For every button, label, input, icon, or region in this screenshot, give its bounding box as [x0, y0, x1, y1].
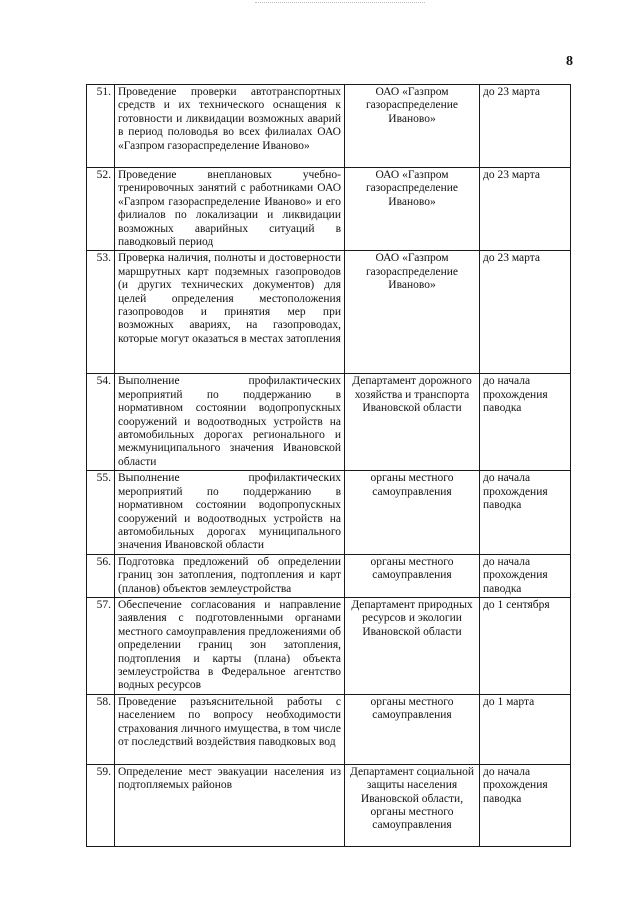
row-deadline: до 23 марта — [480, 168, 571, 251]
row-deadline: до 1 сентября — [480, 597, 571, 694]
row-number: 52. — [87, 168, 115, 251]
row-number: 51. — [87, 85, 115, 168]
row-number: 55. — [87, 471, 115, 554]
row-action: Выполнение профилактических мероприятий по поддержанию в нормативном состоянии водопропускных сооружений и водоотводных устройств на автомобильных дорогах муниципального значения Ивановской области — [115, 471, 345, 554]
table-row — [87, 251, 571, 374]
measures-table — [86, 84, 571, 847]
row-responsible: ОАО «Газпром газораспределение Иваново» — [345, 85, 480, 168]
table-row — [87, 554, 571, 597]
row-action: Проведение разъяснительной работы с населением по вопросу необходимости страхования личного имущества, в том числе от последствий воздействия паводковых вод — [115, 694, 345, 764]
page-number: 8 — [566, 54, 573, 69]
table-row — [87, 374, 571, 471]
row-action: Подготовка предложений об определении границ зон затопления, подтопления и карт (планов) объектов землеустройства — [115, 554, 345, 597]
row-deadline: до начала прохождения паводка — [480, 374, 571, 471]
row-deadline: до 23 марта — [480, 85, 571, 168]
row-action: Проведение внеплановых учебно-тренировочных занятий с работниками ОАО «Газпром газораспределение Иваново» и его филиалов по локализации и ликвидации возможных аварийных ситуаций в паводковый период — [115, 168, 345, 251]
table-row — [87, 597, 571, 694]
row-number: 53. — [87, 251, 115, 374]
row-action: Определение мест эвакуации населения из подтопляемых районов — [115, 764, 345, 846]
table-row — [87, 168, 571, 251]
row-number: 57. — [87, 597, 115, 694]
row-action: Проведение проверки автотранспортных средств и их технического оснащения к готовности и ликвидации возможных аварий в период половодья во всех филиалах ОАО «Газпром газораспределение Иваново» — [115, 85, 345, 168]
row-responsible: органы местного самоуправления — [345, 471, 480, 554]
row-action: Обеспечение согласования и направление заявления с подготовленными органами местного самоуправления предложениями об определении границ зон затопления, подтопления и карты (плана) объекта землеустройства в Федеральное агентство водных ресурсов — [115, 597, 345, 694]
table-row — [87, 694, 571, 764]
row-action: Выполнение профилактических мероприятий по поддержанию в нормативном состоянии водопропускных сооружений и водоотводных устройств на автомобильных дорогах регионального и межмуниципального значения Ивановской области — [115, 374, 345, 471]
table-row — [87, 764, 571, 846]
row-deadline: до начала прохождения паводка — [480, 471, 571, 554]
table-row — [87, 471, 571, 554]
row-number: 59. — [87, 764, 115, 846]
scan-artifact — [255, 2, 425, 7]
row-responsible: ОАО «Газпром газораспределение Иваново» — [345, 251, 480, 374]
row-responsible: Департамент дорожного хозяйства и транспорта Ивановской области — [345, 374, 480, 471]
row-responsible: органы местного самоуправления — [345, 554, 480, 597]
row-action: Проверка наличия, полноты и достоверности маршрутных карт подземных газопроводов (и других технических документов) для целей определения местоположения газопроводов и принятия мер при возможных авариях, на газопроводах, которые могут оказаться в местах затопления — [115, 251, 345, 374]
row-responsible: органы местного самоуправления — [345, 694, 480, 764]
row-deadline: до 1 марта — [480, 694, 571, 764]
row-number: 56. — [87, 554, 115, 597]
row-number: 54. — [87, 374, 115, 471]
row-responsible: Департамент социальной защиты населения Ивановской области, органы местного самоуправления — [345, 764, 480, 846]
row-deadline: до начала прохождения паводка — [480, 764, 571, 846]
row-deadline: до 23 марта — [480, 251, 571, 374]
row-number: 58. — [87, 694, 115, 764]
table-row — [87, 85, 571, 168]
row-responsible: Департамент природных ресурсов и экологии Ивановской области — [345, 597, 480, 694]
row-deadline: до начала прохождения паводка — [480, 554, 571, 597]
row-responsible: ОАО «Газпром газораспределение Иваново» — [345, 168, 480, 251]
